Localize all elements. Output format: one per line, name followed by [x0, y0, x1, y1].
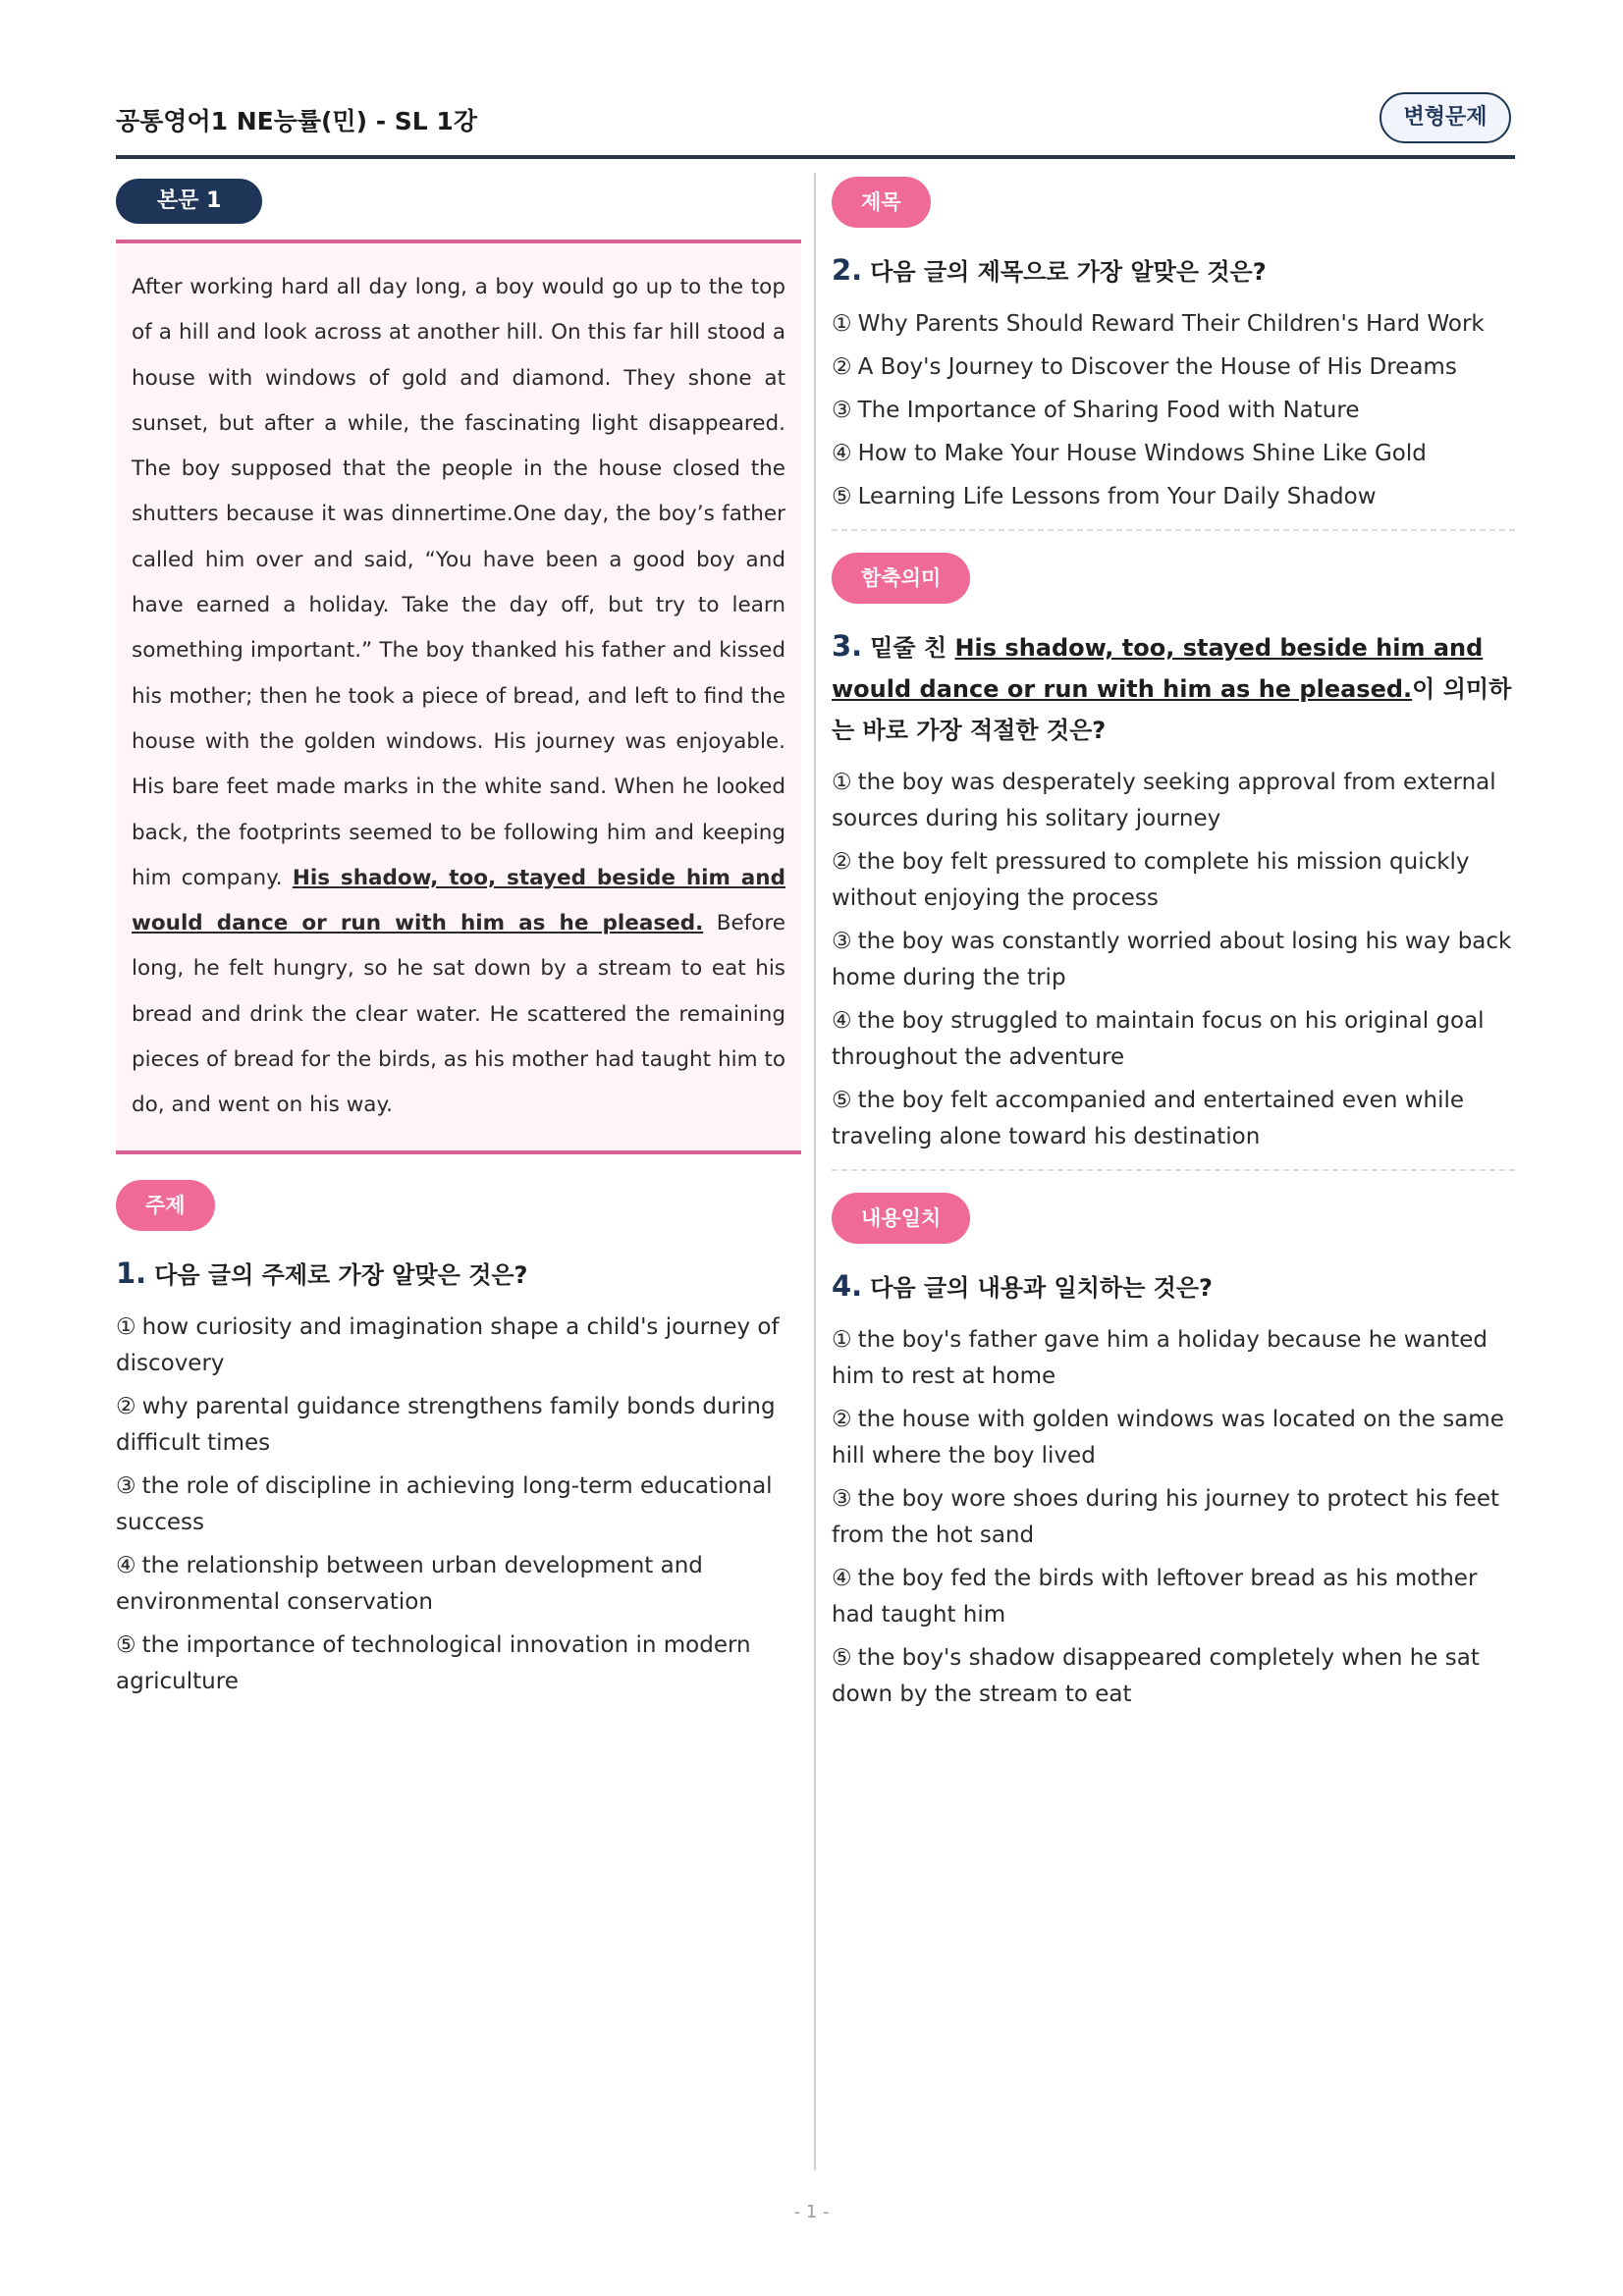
choice-item[interactable]: ③ the boy wore shoes during his journey to protect his feet from the hot sand [832, 1486, 1500, 1548]
choice-item[interactable]: ④ How to Make Your House Windows Shine Like Gold [832, 441, 1427, 466]
choice-item[interactable]: ⑤ the boy felt accompanied and entertained even while traveling alone toward his destination [832, 1088, 1465, 1149]
question-title [832, 249, 1515, 293]
choice-item[interactable]: ① Why Parents Should Reward Their Children's Hard Work [832, 311, 1485, 337]
choice-item[interactable]: ⑤ the boy's shadow disappeared completely when he sat down by the stream to eat [832, 1645, 1480, 1707]
question-prompt: 다음 글의 제목으로 가장 알맞은 것은? [870, 258, 1267, 286]
choice-item[interactable]: ② A Boy's Journey to Discover the House of His Dreams [832, 354, 1457, 380]
question-tag: 제목 [832, 177, 931, 228]
question-3 [832, 553, 1515, 1155]
page-number: - 1 - [793, 2202, 830, 2222]
passage-highlight: His shadow, too, stayed beside him and would dance or run with him as he pleased. [132, 865, 785, 936]
question-number: 1. [116, 1255, 147, 1290]
question-title [116, 1253, 801, 1296]
passage-text-before: After working hard all day long, a boy would go up to the top of a hill and look across at another hill. On this far hill stood a house with windows of gold and diamond. They shone at sunset, but after a while, the fascinating light disappeared. The boy supposed that the people in the house closed the shutters because it was dinnertime.One day, the boy’s father called him over and said, “You have been a good boy and have earned a holiday. Take the day off, but try to learn something important.” The boy thanked his father and kissed his mother; then he took a piece of bread, and left to find the house with the golden windows. His journey was enjoyable. His bare feet made marks in the white sand. When he looked back, the footprints seemed to be following him and keeping him company. [132, 275, 785, 890]
page-title: 공통영어1 NE능률(민) - SL 1강 [116, 107, 477, 135]
question-number: 2. [832, 253, 863, 287]
question-prompt: 다음 글의 주제로 가장 알맞은 것은? [154, 1260, 528, 1289]
variant-badge: 변형문제 [1380, 92, 1511, 143]
choice-item[interactable]: ④ the boy fed the birds with leftover bread as his mother had taught him [832, 1566, 1478, 1628]
column-divider [814, 173, 816, 2170]
question-prompt: 다음 글의 내용과 일치하는 것은? [870, 1274, 1213, 1302]
left-column [116, 179, 801, 1707]
passage-label: 본문 1 [116, 179, 262, 224]
choice-item[interactable]: ① how curiosity and imagination shape a child's journey of discovery [116, 1313, 780, 1376]
question-prompt-suffix: 이 의미하는 바로 가장 적절한 것은? [832, 675, 1512, 744]
section-divider [832, 529, 1515, 531]
question-number: 4. [832, 1269, 863, 1303]
choice-list [832, 1322, 1515, 1713]
question-number: 3. [832, 629, 863, 663]
header-divider [116, 155, 1515, 159]
question-prompt-prefix: 밑줄 친 [870, 634, 955, 662]
choice-item[interactable]: ③ the boy was constantly worried about losing his way back home during the trip [832, 929, 1512, 990]
question-4 [832, 1193, 1515, 1713]
choice-item[interactable]: ③ The Importance of Sharing Food with Nature [832, 398, 1360, 423]
choice-list [116, 1309, 801, 1700]
choice-item[interactable]: ② why parental guidance strengthens family bonds during difficult times [116, 1393, 776, 1456]
passage-box [116, 240, 801, 1154]
choice-item[interactable]: ④ the relationship between urban development and environmental conservation [116, 1552, 703, 1615]
choice-item[interactable]: ② the boy felt pressured to complete his mission quickly without enjoying the process [832, 849, 1470, 911]
question-1 [116, 1180, 801, 1700]
question-prompt-underlined: His shadow, too, stayed beside him and would dance or run with him as he pleased. [832, 634, 1484, 703]
choice-item[interactable]: ② the house with golden windows was located on the same hill where the boy lived [832, 1407, 1504, 1468]
choice-item[interactable]: ⑤ the importance of technological innovation in modern agriculture [116, 1631, 751, 1694]
choice-item[interactable]: ⑤ Learning Life Lessons from Your Daily Shadow [832, 484, 1377, 509]
question-title [832, 1265, 1515, 1308]
right-column [832, 177, 1515, 1720]
choice-item[interactable]: ④ the boy struggled to maintain focus on his original goal throughout the adventure [832, 1008, 1485, 1070]
passage-text-after: Before long, he felt hungry, so he sat down by a stream to eat his bread and drink the clear water. He scattered the remaining pieces of bread for the birds, as his mother had taught him to do, and went on his way. [132, 911, 785, 1118]
question-2 [832, 177, 1515, 515]
section-divider [832, 1169, 1515, 1171]
question-tag: 주제 [116, 1180, 215, 1231]
choice-item[interactable]: ① the boy's father gave him a holiday because he wanted him to rest at home [832, 1327, 1488, 1389]
question-tag: 함축의미 [832, 553, 970, 604]
question-tag: 내용일치 [832, 1193, 970, 1244]
choice-item[interactable]: ③ the role of discipline in achieving long-term educational success [116, 1472, 773, 1535]
choice-list [832, 765, 1515, 1155]
choice-item[interactable]: ① the boy was desperately seeking approval from external sources during his solitary journey [832, 770, 1496, 831]
question-title [832, 625, 1515, 751]
choice-list [832, 306, 1515, 515]
